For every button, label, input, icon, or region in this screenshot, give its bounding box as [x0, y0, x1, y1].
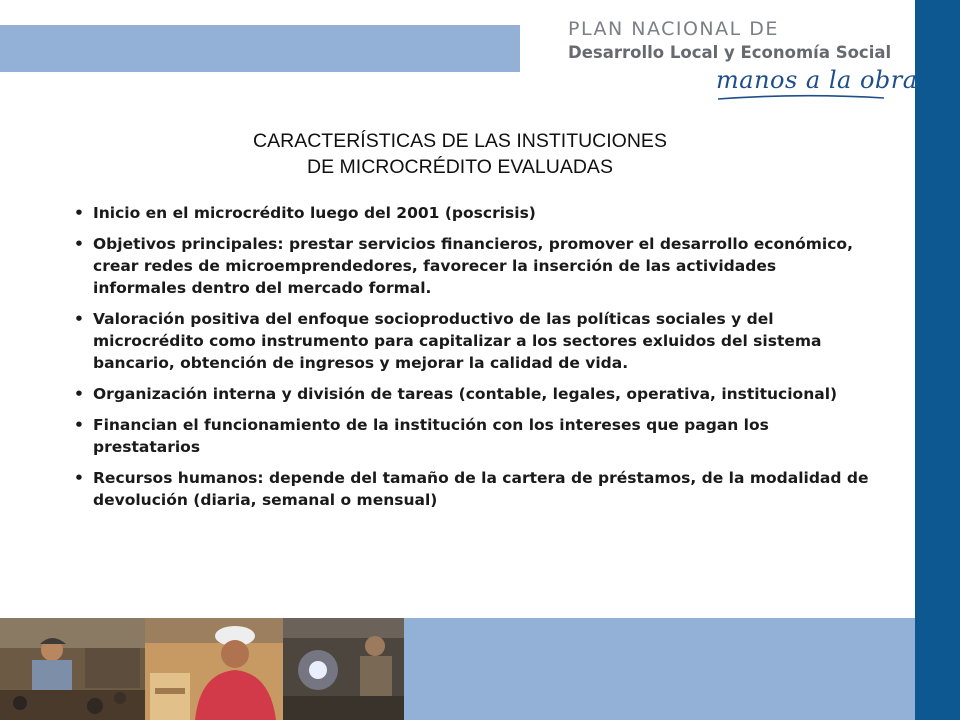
- list-item: [74, 202, 874, 224]
- header-color-band: [0, 25, 520, 72]
- list-item-text: Inicio en el microcrédito luego del 2001 (poscrisis): [93, 204, 536, 222]
- list-item-text: Recursos humanos: depende del tamaño de la cartera de préstamos, de la modalidad de devolución (diaria, semanal o mensual): [93, 469, 869, 509]
- list-item-text: Objetivos principales: prestar servicios financieros, promover el desarrollo económico, crear redes de microemprendedores, favorecer la inserción de las actividades informales dentro del mercado formal.: [93, 235, 853, 297]
- workers-photo-image: [0, 618, 404, 720]
- list-item: [74, 308, 874, 374]
- plan-nacional-logo: [568, 18, 918, 108]
- list-item-text: Valoración positiva del enfoque socioproductivo de las políticas sociales y del microcrédito como instrumento para capitalizar a los sectores exluidos del sistema bancario, obtención de ingresos y mejorar la calidad de vida.: [93, 310, 822, 372]
- workers-photo-strip: [0, 618, 404, 720]
- bullet-icon: •: [74, 469, 84, 487]
- bullet-icon: •: [74, 416, 84, 434]
- footer-color-band: [404, 618, 915, 720]
- characteristics-list: [74, 202, 874, 520]
- list-item: [74, 467, 874, 511]
- right-accent-bar: [915, 0, 960, 720]
- list-item: [74, 233, 874, 299]
- slide-title: [150, 128, 770, 180]
- bullet-icon: •: [74, 235, 84, 253]
- bullet-icon: •: [74, 385, 84, 403]
- list-item-text: Financian el funcionamiento de la institución con los intereses que pagan los prestatarios: [93, 416, 769, 456]
- list-item: [74, 383, 874, 405]
- slide-title-line-1: CARACTERÍSTICAS DE LAS INSTITUCIONES: [253, 130, 667, 152]
- bullet-icon: •: [74, 204, 84, 222]
- list-item-text: Organización interna y división de tareas (contable, legales, operativa, institucional): [93, 385, 838, 403]
- list-item: [74, 414, 874, 458]
- logo-line-desarrollo: Desarrollo Local y Economía Social: [568, 43, 892, 62]
- logo-swoosh-icon: [716, 92, 886, 102]
- logo-line-plan-nacional: PLAN NACIONAL DE: [568, 18, 779, 40]
- slide-title-line-2: DE MICROCRÉDITO EVALUADAS: [307, 156, 613, 178]
- logo-tagline-manos-a-la-obra: manos a la obra: [716, 66, 918, 94]
- bullet-icon: •: [74, 310, 84, 328]
